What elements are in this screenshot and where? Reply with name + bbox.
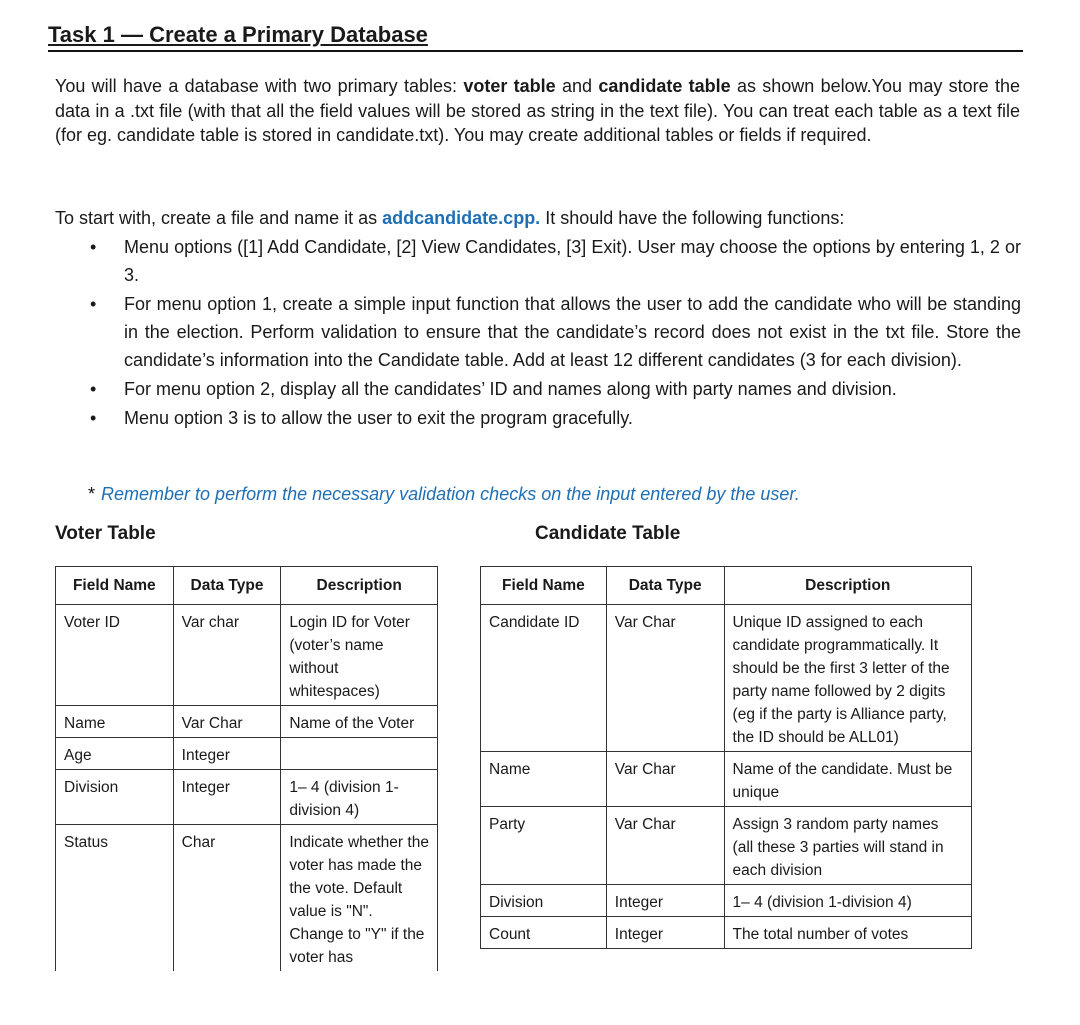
column-header: Data Type (606, 567, 724, 605)
table-row (481, 807, 972, 885)
table-row (56, 770, 438, 825)
function-list (86, 233, 1021, 433)
table-cell: Login ID for Voter (voter’s name without whitespaces) (281, 605, 438, 706)
intro-paragraph (55, 74, 1020, 148)
table-cell: Party (481, 807, 607, 885)
remember-note (88, 484, 800, 505)
table-header-row (481, 567, 972, 605)
table-cell: The total number of votes (724, 917, 971, 949)
column-header: Description (281, 567, 438, 605)
table-row (481, 917, 972, 949)
candidate-table (480, 566, 972, 949)
table-cell: Var char (173, 605, 281, 706)
table-cell: Integer (173, 770, 281, 825)
table-cell: Var Char (173, 706, 281, 738)
intro-candidate-table: candidate table (598, 76, 731, 96)
table-cell: Var Char (606, 605, 724, 752)
voter-table (55, 566, 438, 971)
remember-text: Remember to perform the necessary validation checks on the input entered by the user. (101, 484, 800, 504)
start-prefix: To start with, create a file and name it as (55, 208, 383, 228)
intro-part2: as shown below.You may store the data in a .txt file (with that all the field values will be stored as string in the text file). You can treat each table as a text file (for eg. candidate table is stored in candidate.txt). You may create additional tables or fields if required. (55, 76, 1020, 145)
table-row (56, 706, 438, 738)
table-cell: Name of the Voter (281, 706, 438, 738)
table-row (481, 752, 972, 807)
intro-part1: You will have a database with two primary tables: (55, 76, 464, 96)
table-cell: Status (56, 825, 174, 972)
column-header: Field Name (56, 567, 174, 605)
table-cell: Name (56, 706, 174, 738)
table-cell: Name (481, 752, 607, 807)
table-header-row (56, 567, 438, 605)
table-cell: Unique ID assigned to each candidate programmatically. It should be the first 3 letter of the party name followed by 2 digits (eg if the party is Alliance party, the ID should be ALL01) (724, 605, 971, 752)
bullet-icon: • (90, 294, 97, 314)
intro-and: and (555, 76, 599, 96)
table-cell: Integer (606, 917, 724, 949)
table-cell: Count (481, 917, 607, 949)
table-cell: Voter ID (56, 605, 174, 706)
intro-voter-table: voter table (463, 76, 556, 96)
table-cell: Integer (606, 885, 724, 917)
list-item (86, 290, 1021, 374)
list-item (86, 375, 1021, 403)
table-cell: Var Char (606, 752, 724, 807)
table-cell: Indicate whether the voter has made the the vote. Default value is "N". Change to "Y" if the voter has (281, 825, 438, 972)
table-cell: Integer (173, 738, 281, 770)
task-heading (48, 20, 1023, 52)
table-cell: Var Char (606, 807, 724, 885)
start-filename: addcandidate.cpp. (382, 208, 541, 228)
column-header: Field Name (481, 567, 607, 605)
table-cell (281, 738, 438, 770)
list-item-text: Menu options ([1] Add Candidate, [2] View Candidates, [3] Exit). User may choose the options by entering 1, 2 or 3. (124, 237, 1021, 285)
table-cell: Division (56, 770, 174, 825)
table-cell: Assign 3 random party names (all these 3 parties will stand in each division (724, 807, 971, 885)
candidate-table-label: Candidate Table (535, 523, 681, 544)
table-cell: Division (481, 885, 607, 917)
list-item (86, 404, 1021, 432)
task-heading-text: Task 1 — Create a Primary Database (48, 22, 428, 47)
list-item (86, 233, 1021, 289)
column-header: Description (724, 567, 971, 605)
table-row (56, 738, 438, 770)
table-row (56, 825, 438, 972)
list-item-text: For menu option 1, create a simple input function that allows the user to add the candidate who will be standing in the election. Perform validation to ensure that the candidate’s record does not exist in the txt file. Store the candidate’s information into the Candidate table. Add at least 12 different candidates (3 for each division). (124, 294, 1021, 370)
table-cell: Name of the candidate. Must be unique (724, 752, 971, 807)
table-row (56, 605, 438, 706)
column-header: Data Type (173, 567, 281, 605)
list-item-text: Menu option 3 is to allow the user to exit the program gracefully. (124, 408, 633, 428)
bullet-icon: • (90, 237, 97, 257)
list-item-text: For menu option 2, display all the candidates’ ID and names along with party names and division. (124, 379, 897, 399)
bullet-icon: • (90, 408, 97, 428)
table-row (481, 605, 972, 752)
table-cell: Age (56, 738, 174, 770)
start-suffix: It should have the following functions: (540, 208, 845, 228)
table-cell: 1– 4 (division 1-division 4) (724, 885, 971, 917)
voter-table-label: Voter Table (55, 523, 156, 544)
table-cell: Char (173, 825, 281, 972)
table-row (481, 885, 972, 917)
start-paragraph (55, 206, 1020, 231)
asterisk-icon: * (88, 484, 96, 504)
table-cell: Candidate ID (481, 605, 607, 752)
table-cell: 1– 4 (division 1-division 4) (281, 770, 438, 825)
bullet-icon: • (90, 379, 97, 399)
